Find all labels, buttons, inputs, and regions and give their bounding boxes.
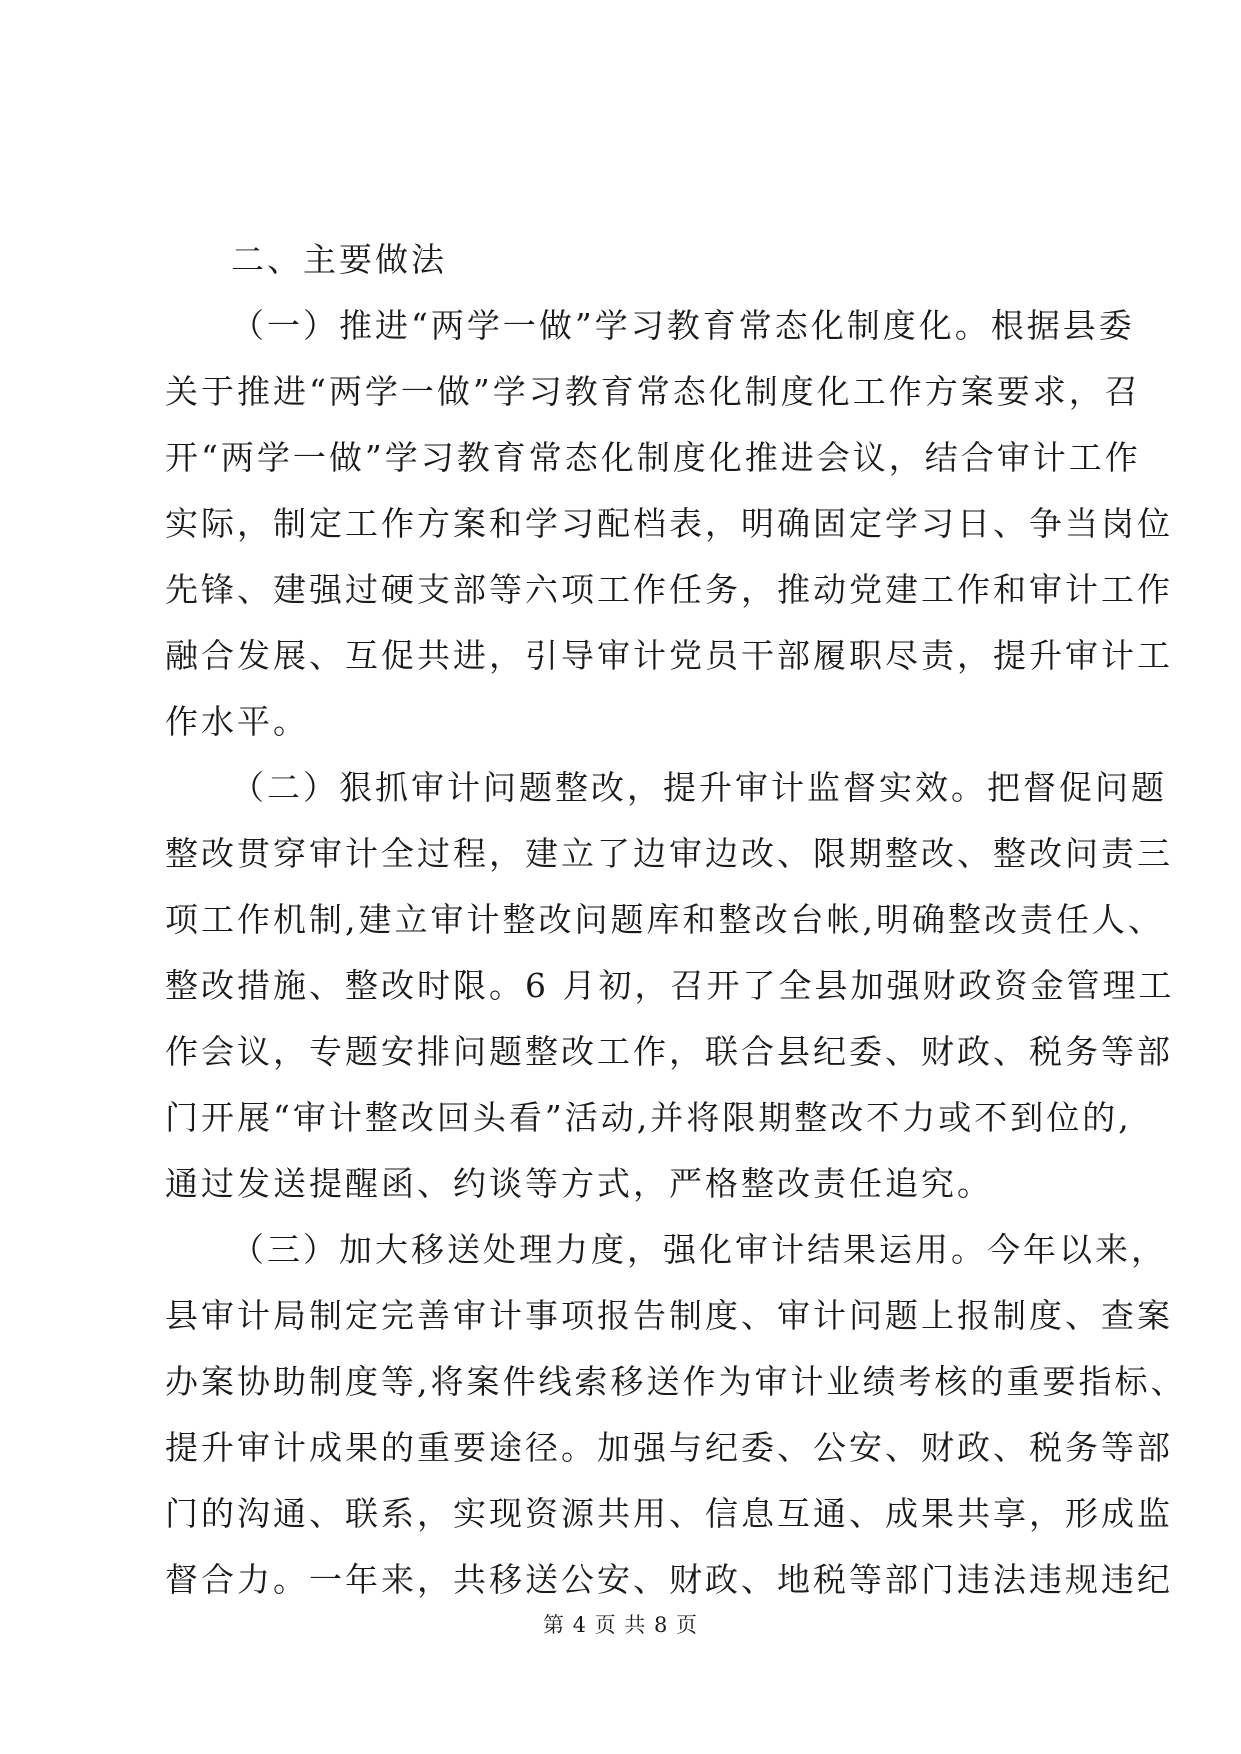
paragraph-3 (165, 1217, 1187, 1613)
paragraph-line: 整改措施、整改时限。6 月初，召开了全县加强财政资金管理工 (165, 966, 1175, 1005)
paragraph-line: 关于推进“两学一做”学习教育常态化制度化工作方案要求，召 (165, 372, 1141, 411)
paragraph-line: （二）狠抓审计问题整改，提升审计监督实效。把督促问题 (231, 768, 1167, 807)
paragraph-line: 先锋、建强过硬支部等六项工作任务，推动党建工作和审计工作 (165, 570, 1173, 609)
paragraph-line: 门的沟通、联系，实现资源共用、信息互通、成果共享，形成监 (165, 1494, 1173, 1533)
paragraph-line: 作会议，专题安排问题整改工作，联合县纪委、财政、税务等部 (165, 1032, 1173, 1071)
paragraph-line: 融合发展、互促共进，引导审计党员干部履职尽责，提升审计工 (165, 636, 1173, 675)
paragraph-line: 整改贯穿审计全过程，建立了边审边改、限期整改、整改问责三 (165, 834, 1173, 873)
paragraph-line: （三）加大移送处理力度，强化审计结果运用。今年以来， (231, 1230, 1167, 1269)
paragraph-2 (165, 755, 1175, 1217)
section-heading: 二、主要做法 (231, 240, 447, 279)
paragraph-line: 县审计局制定完善审计事项报告制度、审计问题上报制度、查案 (165, 1296, 1173, 1335)
paragraph-1 (165, 293, 1173, 755)
page-footer: 第 4 页 共 8 页 (542, 1613, 699, 1637)
paragraph-line: 办案协助制度等,将案件线索移送作为审计业绩考核的重要指标、 (165, 1362, 1187, 1401)
document-body (165, 227, 1187, 1613)
paragraph-line: （一）推进“两学一做”学习教育常态化制度化。根据县委 (231, 306, 1135, 345)
paragraph-line: 督合力。一年来，共移送公安、财政、地税等部门违法违规违纪 (165, 1560, 1173, 1599)
paragraph-line: 项工作机制,建立审计整改问题库和整改台帐,明确整改责任人、 (165, 900, 1164, 939)
paragraph-line: 通过发送提醒函、约谈等方式，严格整改责任追究。 (165, 1164, 993, 1203)
paragraph-line: 门开展“审计整改回头看”活动,并将限期整改不力或不到位的, (165, 1098, 1132, 1137)
paragraph-line: 作水平。 (165, 702, 309, 741)
paragraph-line: 实际，制定工作方案和学习配档表，明确固定学习日、争当岗位 (165, 504, 1173, 543)
paragraph-line: 提升审计成果的重要途径。加强与纪委、公安、财政、税务等部 (165, 1428, 1173, 1467)
paragraph-line: 开“两学一做”学习教育常态化制度化推进会议，结合审计工作 (165, 438, 1141, 477)
